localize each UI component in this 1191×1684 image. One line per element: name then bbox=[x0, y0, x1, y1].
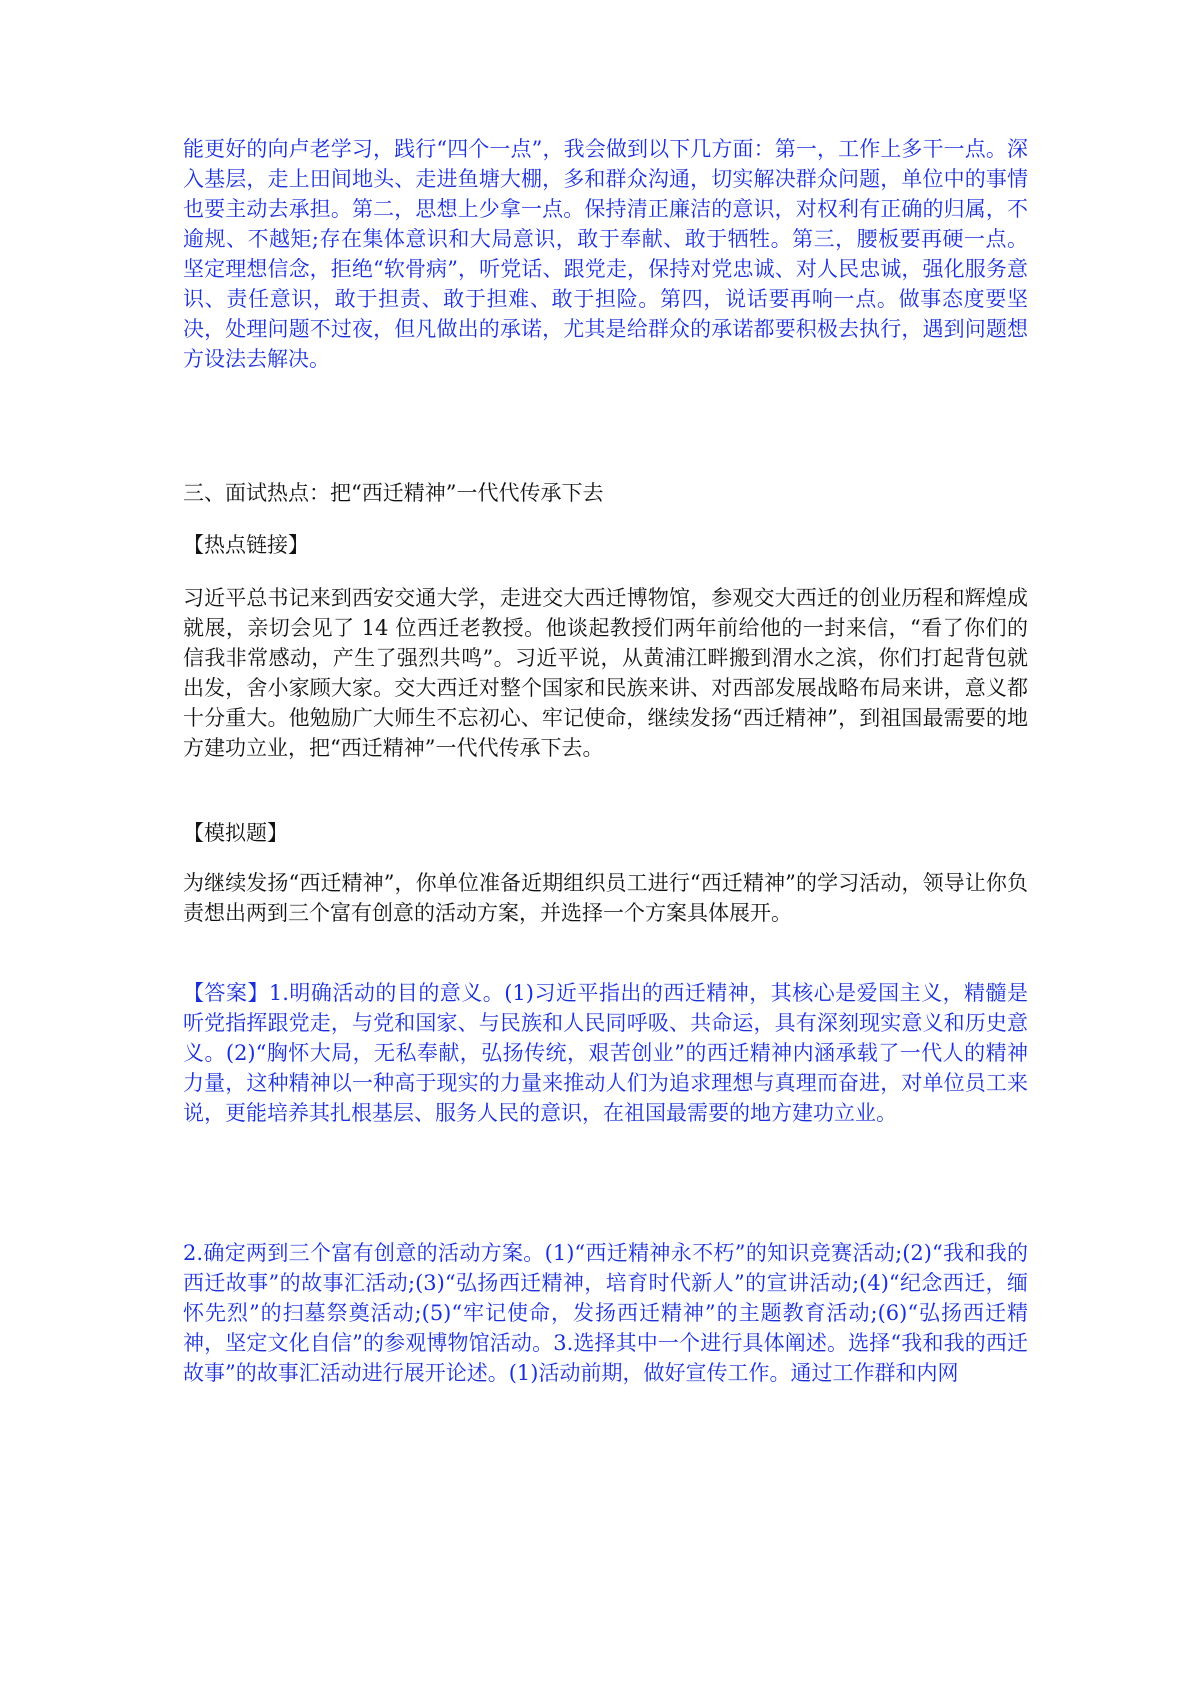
answer-paragraph-1 bbox=[183, 978, 1028, 1128]
answer-label: 【答案】 bbox=[183, 981, 269, 1005]
mock-question-paragraph: 为继续发扬“西迁精神”，你单位准备近期组织员工进行“西迁精神”的学习活动，领导让你负责想出两到三个富有创意的活动方案，并选择一个方案具体展开。 bbox=[183, 871, 1028, 925]
hot-link-label: 【热点链接】 bbox=[183, 533, 309, 557]
mock-question-label: 【模拟题】 bbox=[183, 821, 288, 845]
answer-text-1: 1.明确活动的目的意义。(1)习近平指出的西迁精神，其核心是爱国主义，精髓是听党指挥跟党走，与党和国家、与民族和人民同呼吸、共命运，具有深刻现实意义和历史意义。(2)“胸怀大局，无私奉献，弘扬传统，艰苦创业”的西迁精神内涵承载了一代人的精神力量，这种精神以一种高于现实的力量来推动人们为追求理想与真理而奋进，对单位员工来说，更能培养其扎根基层、服务人民的意识，在祖国最需要的地方建功立业。 bbox=[183, 981, 1029, 1125]
answer-paragraph-2: 2.确定两到三个富有创意的活动方案。(1)“西迁精神永不朽”的知识竞赛活动;(2)“我和我的西迁故事”的故事汇活动;(3)“弘扬西迁精神，培育时代新人”的宣讲活动;(4)“纪念西迁，缅怀先烈”的扫墓祭奠活动;(5)“牢记使命，发扬西迁精神”的主题教育活动;(6)“弘扬西迁精神，坚定文化自信”的参观博物馆活动。3.选择其中一个进行具体阐述。选择“我和我的西迁故事”的故事汇活动进行展开论述。(1)活动前期，做好宣传工作。通过工作群和内网 bbox=[183, 1241, 1028, 1385]
section-title: 三、面试热点：把“西迁精神”一代代传承下去 bbox=[183, 481, 604, 505]
intro-answer-paragraph: 能更好的向卢老学习，践行“四个一点”，我会做到以下几方面：第一，工作上多干一点。深入基层，走上田间地头、走进鱼塘大棚，多和群众沟通，切实解决群众问题，单位中的事情也要主动去承担。第二，思想上少拿一点。保持清正廉洁的意识，对权利有正确的归属，不逾规、不越矩;存在集体意识和大局意识，敢于奉献、敢于牺牲。第三，腰板要再硬一点。坚定理想信念，拒绝“软骨病”，听党话、跟党走，保持对党忠诚、对人民忠诚，强化服务意识、责任意识，敢于担责、敢于担难、敢于担险。第四，说话要再响一点。做事态度要坚决，处理问题不过夜，但凡做出的承诺，尤其是给群众的承诺都要积极去执行，遇到问题想方设法去解决。 bbox=[183, 137, 1028, 371]
hot-link-paragraph: 习近平总书记来到西安交通大学，走进交大西迁博物馆，参观交大西迁的创业历程和辉煌成就展，亲切会见了 14 位西迁老教授。他谈起教授们两年前给他的一封来信，“看了你们的信我非常感动，产生了强烈共鸣”。习近平说，从黄浦江畔搬到渭水之滨，你们打起背包就出发，舍小家顾大家。交大西迁对整个国家和民族来讲、对西部发展战略布局来讲，意义都十分重大。他勉励广大师生不忘初心、牢记使命，继续发扬“西迁精神”，到祖国最需要的地方建功立业，把“西迁精神”一代代传承下去。 bbox=[183, 586, 1028, 760]
